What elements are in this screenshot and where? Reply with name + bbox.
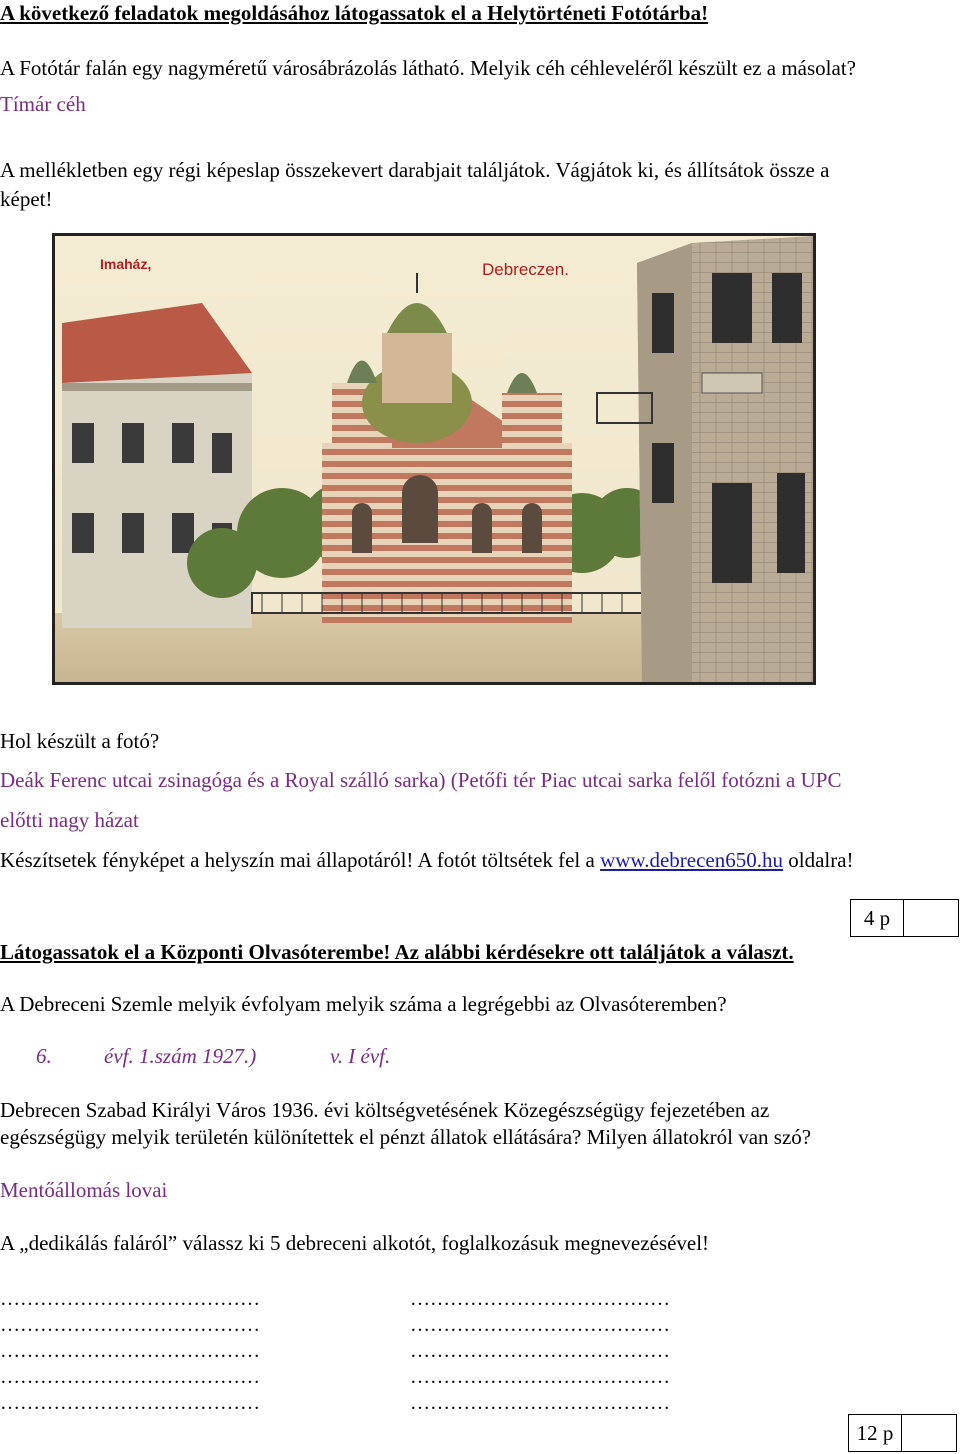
score-blank[interactable] <box>902 1415 956 1451</box>
answer-line[interactable]: ………………………………… <box>410 1366 670 1388</box>
answer-line[interactable]: ………………………………… <box>410 1340 670 1362</box>
task-photo-upload <box>0 847 854 873</box>
question-dedikalas: A „dedikálás faláról” válassz ki 5 debreceni alkotót, foglalkozásuk megnevezésével! <box>0 1231 710 1255</box>
score-box-12p <box>848 1414 957 1452</box>
question-szemle: A Debreceni Szemle melyik évfolyam melyik száma a legrégebbi az Olvasóteremben? <box>0 992 727 1016</box>
task-text: Készítsetek fényképet a helyszín mai állapotáról! A fotót töltsétek fel a <box>0 848 595 872</box>
score-blank[interactable] <box>904 900 958 936</box>
score-points: 12 p <box>849 1415 902 1451</box>
answer-line[interactable]: ………………………………… <box>0 1366 260 1388</box>
answer-line[interactable]: ………………………………… <box>410 1314 670 1336</box>
answer-line[interactable]: ………………………………… <box>0 1392 260 1414</box>
score-box-4p <box>850 899 959 937</box>
answer-line[interactable]: ………………………………… <box>0 1288 260 1310</box>
answer-hol-line2: előtti nagy házat <box>0 808 139 832</box>
answer-szemle-num: 6. <box>36 1044 52 1068</box>
score-points: 4 p <box>851 900 904 936</box>
question-kepeslap-line1: A mellékletben egy régi képeslap összekevert darabjait találjátok. Vágjátok ki, és állítsátok össze a <box>0 158 830 182</box>
debrecen650-link[interactable]: www.debrecen650.hu <box>600 848 783 872</box>
answer-szemle-alt: v. I évf. <box>330 1044 391 1068</box>
answer-line[interactable]: ………………………………… <box>0 1314 260 1336</box>
task-end: oldalra! <box>788 848 854 872</box>
answer-hol-line1: Deák Ferenc utcai zsinagóga és a Royal szálló sarka) (Petőfi tér Piac utcai sarka felől fotózni a UPC <box>0 768 842 792</box>
answer-koltsegvetes: Mentőállomás lovai <box>0 1178 168 1202</box>
postcard-caption-left: Imaház, <box>100 256 152 272</box>
question-ceh: A Fotótár falán egy nagyméretű városábrázolás látható. Melyik céh céhleveléről készült ez a másolat? <box>0 56 856 80</box>
section-heading-fototar: A következő feladatok megoldásához látogassatok el a Helytörténeti Fotótárba! <box>0 1 709 25</box>
section-heading-olvasoterem: Látogassatok el a Központi Olvasóterembe! Az alábbi kérdésekre ott találjátok a választ. <box>0 940 794 964</box>
answer-line[interactable]: ………………………………… <box>410 1288 670 1310</box>
answer-line[interactable]: ………………………………… <box>410 1392 670 1414</box>
answer-line[interactable]: ………………………………… <box>0 1340 260 1362</box>
answer-szemle-rest: évf. 1.szám 1927.) <box>104 1044 257 1068</box>
answer-ceh: Tímár céh <box>0 92 86 116</box>
question-koltsegvetes-line1: Debrecen Szabad Királyi Város 1936. évi költségvetésének Közegészségügy fejezetében az <box>0 1098 770 1122</box>
postcard-photo <box>52 233 816 685</box>
postcard-caption-right: Debreczen. <box>482 260 569 279</box>
question-koltsegvetes-line2: egészségügy melyik területén különítettek el pénzt állatok ellátására? Milyen állatokról van szó? <box>0 1125 812 1149</box>
question-hol: Hol készült a fotó? <box>0 729 160 753</box>
question-kepeslap-line2: képet! <box>0 187 53 211</box>
